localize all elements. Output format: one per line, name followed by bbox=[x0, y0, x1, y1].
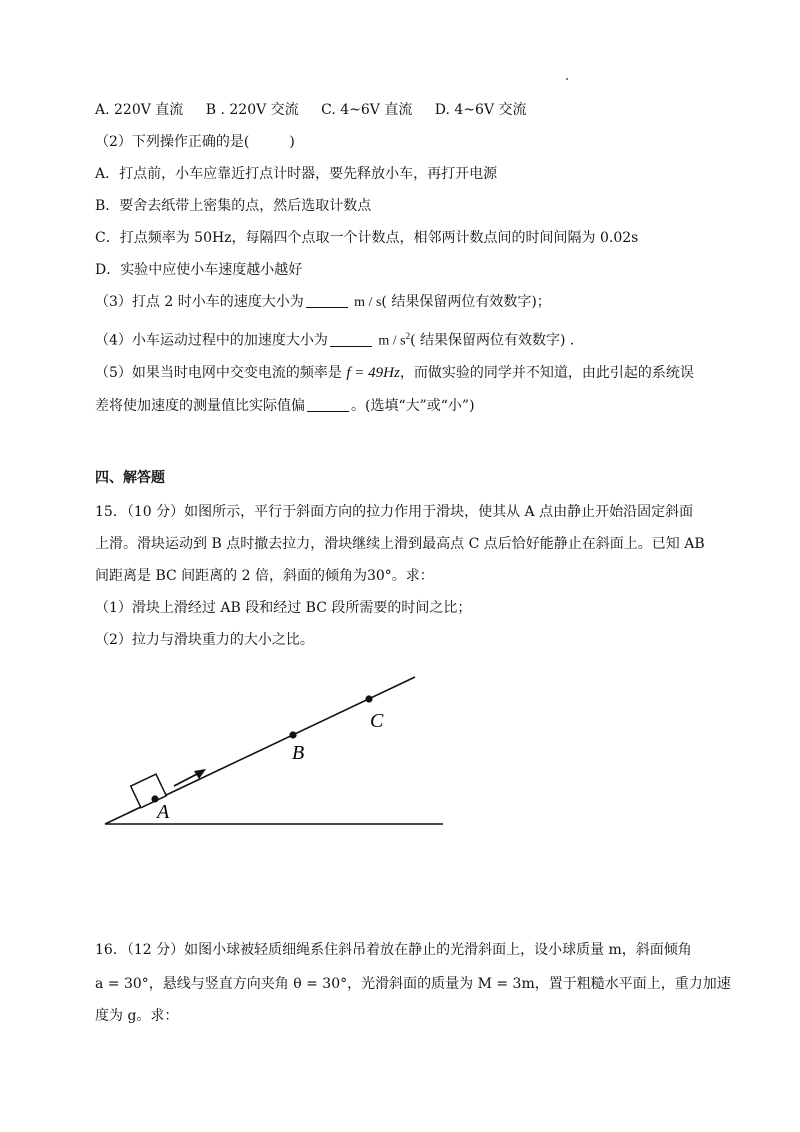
q1-option-a: A. 220V 直流 bbox=[95, 102, 184, 118]
answer-blank bbox=[307, 397, 349, 412]
label-c: C bbox=[370, 710, 384, 732]
q16-line-1: 16．（12 分）如图小球被轻质细绳系住斜吊着放在静止的光滑斜面上，设小球质量 m，斜面倾角 bbox=[95, 942, 692, 958]
label-b: B bbox=[292, 742, 305, 764]
q2-stem-close: ) bbox=[289, 134, 295, 150]
q3-line bbox=[95, 292, 551, 313]
q5-line-2 bbox=[95, 396, 475, 416]
q15-sub-1: （1）滑块上滑经过 AB 段和经过 BC 段所需要的时间之比； bbox=[95, 600, 472, 616]
q2-stem-text: （2）下列操作正确的是( bbox=[95, 134, 250, 150]
q1-option-d: D. 4~6V 交流 bbox=[434, 102, 527, 118]
q5-text-2: 差将使加速度的测量值比实际值偏 bbox=[95, 398, 305, 414]
q1-option-b: B . 220V 交流 bbox=[205, 102, 299, 118]
q5-formula: f = 49Hz bbox=[346, 365, 400, 381]
answer-blank bbox=[306, 293, 348, 308]
q5-text: （5）如果当时电网中交变电流的频率是 bbox=[95, 365, 342, 381]
q1-option-c: C. 4~6V 直流 bbox=[321, 102, 413, 118]
q4-unit-exponent: 2 bbox=[405, 331, 411, 341]
section-heading: 四、解答题 bbox=[95, 470, 165, 486]
point-c-dot bbox=[365, 695, 372, 702]
q5-text-cont: ，而做实验的同学并不知道，由此引起的系统误 bbox=[399, 365, 694, 381]
q4-text: （4）小车运动过程中的加速度大小为 bbox=[95, 332, 328, 349]
q15-line-3: 间距离是 BC 间距离的 2 倍，斜面的倾角为30°。求： bbox=[95, 568, 434, 584]
point-b-dot bbox=[289, 731, 296, 738]
incline-figure bbox=[95, 665, 455, 845]
q15-line-2: 上滑。滑块运动到 B 点时撤去拉力，滑块继续上滑到最高点 C 点后恰好能静止在斜面上。已知 AB bbox=[95, 536, 705, 552]
q2-stem bbox=[95, 132, 295, 152]
q3-text: （3）打点 2 时小车的速度大小为 bbox=[95, 294, 304, 310]
q16-line-3: 度为 g。求： bbox=[95, 1008, 179, 1024]
q4-note: ( 结果保留两位有效数字) . bbox=[410, 332, 575, 349]
force-arrow-shaft bbox=[174, 773, 199, 786]
q2-option-d: D．实验中应使小车速度越小越好 bbox=[95, 262, 303, 278]
q2-option-a: A．打点前，小车应靠近打点计时器，要先释放小车，再打开电源 bbox=[95, 166, 498, 182]
q15-sub-2: （2）拉力与滑块重力的大小之比。 bbox=[95, 632, 314, 648]
q15-line-1: 15．（10 分）如图所示，平行于斜面方向的拉力作用于滑块，使其从 A 点由静止开始沿固定斜面 bbox=[95, 504, 694, 520]
q4-line bbox=[95, 326, 574, 352]
label-a: A bbox=[157, 801, 170, 823]
answer-blank bbox=[330, 332, 372, 347]
q16-line-2: a = 30°，悬线与竖直方向夹角 θ = 30°，光滑斜面的质量为 M = 3m，置于粗糙水平面上，重力加速 bbox=[95, 976, 731, 992]
q5-choice-note: 。(选填“大”或“小”) bbox=[351, 398, 475, 414]
page-speck bbox=[566, 78, 568, 80]
q1-options bbox=[95, 100, 545, 120]
q4-unit: m / s bbox=[378, 333, 406, 349]
q2-option-b: B．要舍去纸带上密集的点，然后选取计数点 bbox=[95, 198, 372, 214]
q3-unit: m / s bbox=[354, 295, 382, 310]
q2-option-c: C．打点频率为 50Hz，每隔四个点取一个计数点，相邻两计数点间的时间间隔为 0.02s bbox=[95, 230, 639, 246]
q5-line-1 bbox=[95, 363, 694, 383]
q3-note: ( 结果保留两位有效数字)； bbox=[381, 294, 551, 310]
